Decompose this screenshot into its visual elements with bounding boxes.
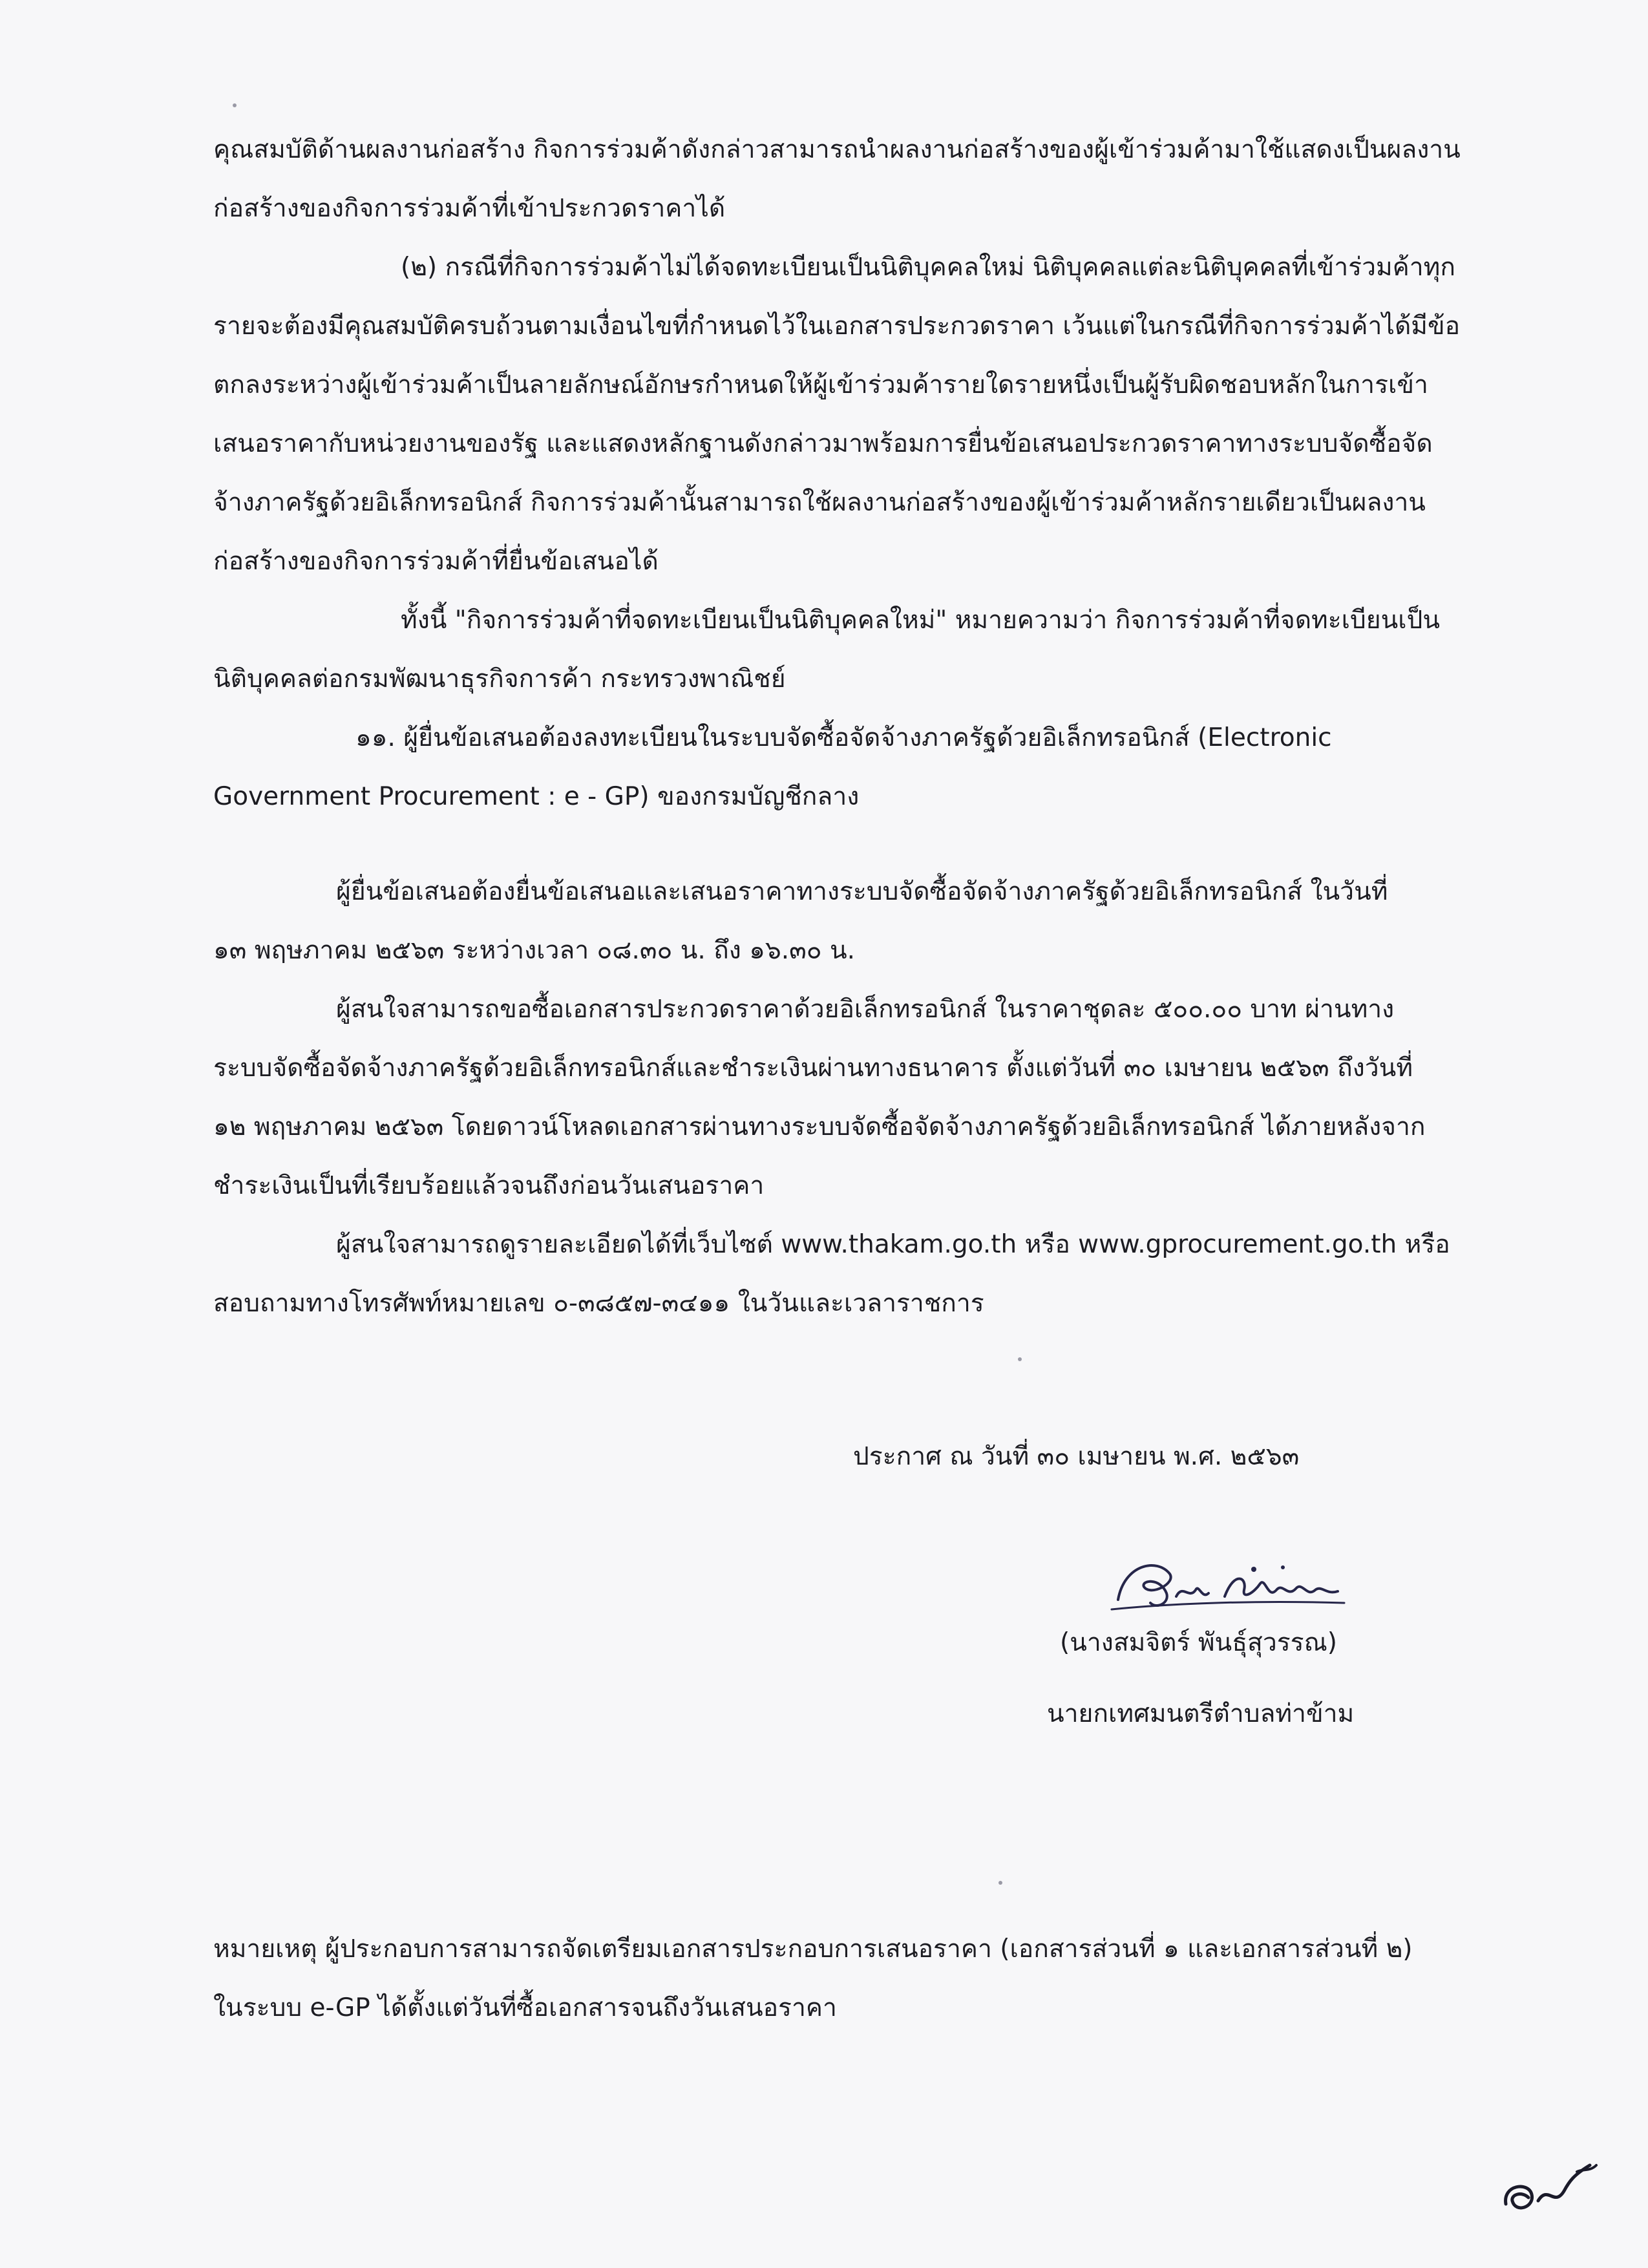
body-line: (๒) กรณีที่กิจการร่วมค้าไม่ได้จดทะเบียนเป็นนิติบุคคลใหม่ นิติบุคคลแต่ละนิติบุคคลที่เข้าร่วมค้าทุก — [401, 253, 1455, 282]
body-line: ๑๑. ผู้ยื่นข้อเสนอต้องลงทะเบียนในระบบจัดซื้อจัดจ้างภาครัฐด้วยอิเล็กทรอนิกส์ (Electronic — [355, 723, 1332, 752]
body-line: ทั้งนี้ "กิจการร่วมค้าที่จดทะเบียนเป็นนิติบุคคลใหม่" หมายความว่า กิจการร่วมค้าที่จดทะเบียนเป็น — [401, 606, 1441, 635]
body-line: ผู้สนใจสามารถขอซื้อเอกสารประกวดราคาด้วยอิเล็กทรอนิกส์ ในราคาชุดละ ๕๐๐.๐๐ บาท ผ่านทาง — [336, 995, 1395, 1024]
body-line: ก่อสร้างของกิจการร่วมค้าที่เข้าประกวดราคาได้ — [213, 194, 726, 223]
body-line: ๑๒ พฤษภาคม ๒๕๖๓ โดยดาวน์โหลดเอกสารผ่านทางระบบจัดซื้อจัดจ้างภาครัฐด้วยอิเล็กทรอนิกส์ ได้ภายหลังจาก — [213, 1112, 1426, 1141]
body-line: ผู้ยื่นข้อเสนอต้องยื่นข้อเสนอและเสนอราคาทางระบบจัดซื้อจัดจ้างภาครัฐด้วยอิเล็กทรอนิกส์ ในวันที่ — [336, 877, 1388, 906]
signer-name: (นางสมจิตร์ พันธุ์สุวรรณ) — [1060, 1628, 1338, 1657]
announce-date: ประกาศ ณ วันที่ ๓๐ เมษายน พ.ศ. ๒๕๖๓ — [853, 1442, 1300, 1471]
body-line: จ้างภาครัฐด้วยอิเล็กทรอนิกส์ กิจการร่วมค้านั้นสามารถใช้ผลงานก่อสร้างของผู้เข้าร่วมค้าหลักรายเดียวเป็นผลงาน — [213, 488, 1426, 517]
scan-speck — [233, 103, 237, 107]
signature-icon — [1099, 1538, 1357, 1629]
scan-speck — [998, 1881, 1002, 1885]
body-line: ก่อสร้างของกิจการร่วมค้าที่ยื่นข้อเสนอได้ — [213, 547, 659, 576]
body-line: ชำระเงินเป็นที่เรียบร้อยแล้วจนถึงก่อนวันเสนอราคา — [213, 1171, 765, 1200]
body-line: นิติบุคคลต่อกรมพัฒนาธุรกิจการค้า กระทรวงพาณิชย์ — [213, 664, 786, 694]
body-line: ระบบจัดซื้อจัดจ้างภาครัฐด้วยอิเล็กทรอนิกส์และชำระเงินผ่านทางธนาคาร ตั้งแต่วันที่ ๓๐ เมษายน ๒๕๖๓ ถึงวันที่ — [213, 1054, 1413, 1083]
body-line: ตกลงระหว่างผู้เข้าร่วมค้าเป็นลายลักษณ์อักษรกำหนดให้ผู้เข้าร่วมค้ารายใดรายหนึ่งเป็นผู้รับผิดชอบหลักในการเข้า — [213, 370, 1428, 399]
body-line: คุณสมบัติด้านผลงานก่อสร้าง กิจการร่วมค้าดังกล่าวสามารถนำผลงานก่อสร้างของผู้เข้าร่วมค้ามาใช้แสดงเป็นผลงาน — [213, 135, 1461, 164]
body-line: ผู้สนใจสามารถดูรายละเอียดได้ที่เว็บไซต์ www.thakam.go.th หรือ www.gprocurement.go.th หรือ — [336, 1230, 1450, 1259]
body-line: สอบถามทางโทรศัพท์หมายเลข ๐-๓๘๕๗-๓๔๑๑ ในวันและเวลาราชการ — [213, 1289, 984, 1318]
body-line: รายจะต้องมีคุณสมบัติครบถ้วนตามเงื่อนไขที่กำหนดไว้ในเอกสารประกวดราคา เว้นแต่ในกรณีที่กิจการร่วมค้าได้มีข้อ — [213, 312, 1461, 341]
remark-line: ในระบบ e-GP ได้ตั้งแต่วันที่ซื้อเอกสารจนถึงวันเสนอราคา — [213, 1993, 837, 2022]
initials-icon — [1493, 2146, 1609, 2230]
body-line: เสนอราคากับหน่วยงานของรัฐ และแสดงหลักฐานดังกล่าวมาพร้อมการยื่นข้อเสนอประกวดราคาทางระบบจัดซื้อจัด — [213, 429, 1433, 458]
signer-title: นายกเทศมนตรีตำบลท่าข้าม — [1047, 1699, 1355, 1728]
scan-speck — [1018, 1357, 1022, 1361]
body-line: ๑๓ พฤษภาคม ๒๕๖๓ ระหว่างเวลา ๐๘.๓๐ น. ถึง ๑๖.๓๐ น. — [213, 936, 856, 965]
body-line: Government Procurement : e - GP) ของกรมบัญชีกลาง — [213, 782, 860, 811]
remark-line: หมายเหตุ ผู้ประกอบการสามารถจัดเตรียมเอกสารประกอบการเสนอราคา (เอกสารส่วนที่ ๑ และเอกสารส่วนที่ ๒) — [213, 1934, 1413, 1964]
